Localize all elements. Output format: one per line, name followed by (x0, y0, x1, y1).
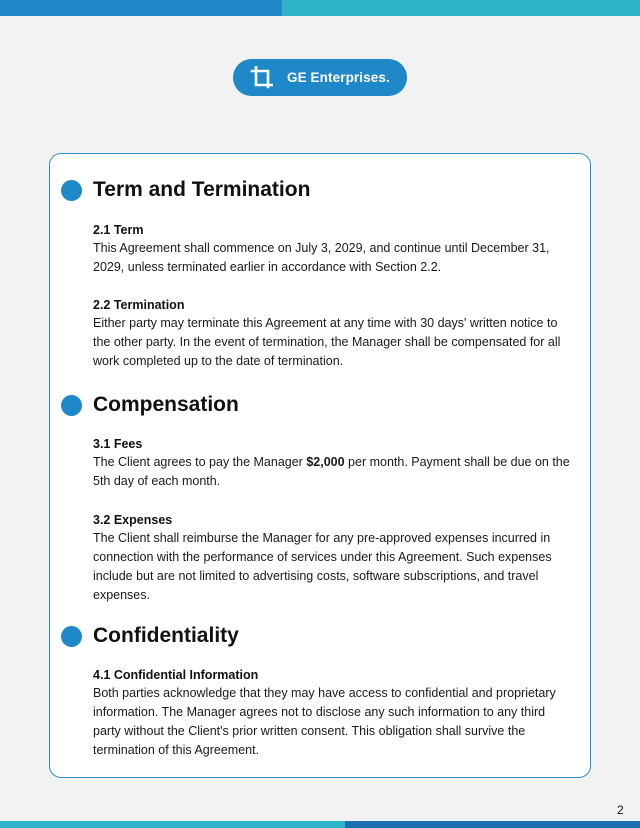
top-accent-bar (0, 0, 640, 16)
subsection-text: The Client agrees to pay the Manager $2,000 per month. Payment shall be due on the 5th day of each month. (93, 455, 570, 488)
top-bar-segment-blue (0, 0, 282, 16)
bottom-bar-segment-teal (0, 821, 345, 828)
company-logo (233, 59, 407, 96)
subsection-text: Either party may terminate this Agreement at any time with 30 days' written notice to the other party. In the event of termination, the Manager shall be compensated for all work completed up to the date of termination. (93, 316, 561, 368)
subsection-text: The Client shall reimburse the Manager for any pre-approved expenses incurred in connection with the performance of services under this Agreement. Such expenses include but are not limited to advertising costs, software subscriptions, and travel expenses. (93, 531, 552, 602)
brand-name: GE Enterprises. (287, 70, 390, 85)
page-number: 2 (617, 803, 624, 817)
top-bar-segment-teal (282, 0, 640, 16)
section-title-term: Term and Termination (93, 178, 311, 201)
section-bullet (61, 395, 82, 416)
bottom-accent-bar (0, 821, 640, 828)
subsection-heading: 2.1 Term (93, 223, 144, 237)
subsection-heading: 3.1 Fees (93, 437, 143, 451)
subsection-text: Both parties acknowledge that they may have access to confidential and proprietary information. The Manager agrees not to disclose any such information to any third party without the Client's prior written consent. This obligation shall survive the termination of this Agreement. (93, 686, 556, 757)
subsection-heading: 4.1 Confidential Information (93, 668, 259, 682)
subsection-text: This Agreement shall commence on July 3, 2029, and continue until December 31, 2029, unless terminated earlier in accordance with Section 2.2. (93, 241, 550, 274)
subsection-heading: 3.2 Expenses (93, 513, 173, 527)
crop-logo-icon (249, 66, 273, 90)
subsection-heading: 2.2 Termination (93, 298, 185, 312)
bottom-bar-segment-blue (345, 821, 640, 828)
fee-amount: $2,000 (306, 455, 345, 469)
section-bullet (61, 180, 82, 201)
section-title-confidentiality: Confidentiality (93, 624, 239, 647)
section-title-compensation: Compensation (93, 393, 239, 416)
section-bullet (61, 626, 82, 647)
